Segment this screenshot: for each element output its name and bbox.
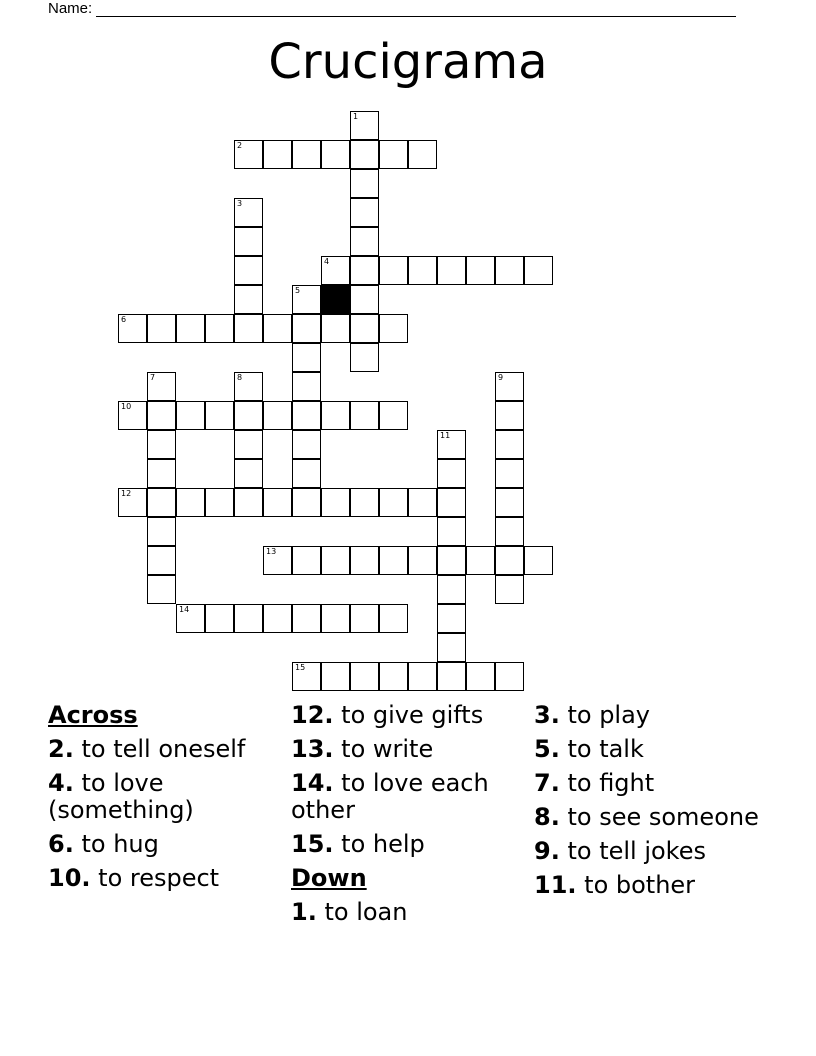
clue-text: to see someone xyxy=(567,803,759,831)
grid-cell[interactable] xyxy=(495,372,524,401)
grid-cell[interactable] xyxy=(321,488,350,517)
clue-across-6 xyxy=(48,831,286,858)
grid-cell[interactable] xyxy=(379,546,408,575)
grid-cell[interactable] xyxy=(495,662,524,691)
grid-cell[interactable] xyxy=(292,372,321,401)
grid-cell[interactable] xyxy=(234,459,263,488)
grid-cell[interactable] xyxy=(263,604,292,633)
clue-text: to give gifts xyxy=(341,701,484,729)
cell-number: 15 xyxy=(295,663,306,672)
grid-cell[interactable] xyxy=(292,285,321,314)
grid-cell[interactable] xyxy=(234,285,263,314)
clue-number: 5. xyxy=(534,735,560,763)
grid-cell[interactable] xyxy=(292,662,321,691)
clue-down-1 xyxy=(291,899,529,926)
grid-cell[interactable] xyxy=(263,140,292,169)
grid-cell[interactable] xyxy=(408,256,437,285)
grid-cell[interactable] xyxy=(292,604,321,633)
clue-number: 15. xyxy=(291,830,334,858)
grid-cell[interactable] xyxy=(234,140,263,169)
grid-cell[interactable] xyxy=(234,256,263,285)
grid-cell[interactable] xyxy=(321,256,350,285)
grid-cell[interactable] xyxy=(350,285,379,314)
grid-cell[interactable] xyxy=(495,430,524,459)
grid-cell[interactable] xyxy=(437,256,466,285)
clue-text: to respect xyxy=(98,864,220,892)
grid-cell[interactable] xyxy=(350,662,379,691)
grid-cell[interactable] xyxy=(321,140,350,169)
clue-text: to play xyxy=(567,701,651,729)
grid-cell[interactable] xyxy=(234,227,263,256)
clue-text: to tell jokes xyxy=(567,837,706,865)
clue-across-12 xyxy=(291,702,529,729)
grid-cell[interactable] xyxy=(176,314,205,343)
clue-across-4 xyxy=(48,770,286,824)
grid-cell[interactable] xyxy=(147,372,176,401)
grid-cell[interactable] xyxy=(408,546,437,575)
grid-cell[interactable] xyxy=(466,546,495,575)
clue-text: to talk xyxy=(567,735,644,763)
cell-number: 11 xyxy=(440,431,451,440)
grid-cell[interactable] xyxy=(292,314,321,343)
grid-cell[interactable] xyxy=(350,546,379,575)
clue-text: to love each other xyxy=(291,769,489,824)
grid-cell[interactable] xyxy=(234,430,263,459)
clue-number: 9. xyxy=(534,837,560,865)
clue-down-3 xyxy=(534,702,772,729)
grid-cell[interactable] xyxy=(263,546,292,575)
grid-cell[interactable] xyxy=(408,140,437,169)
clue-down-5 xyxy=(534,736,772,763)
grid-cell[interactable] xyxy=(408,662,437,691)
grid-cell[interactable] xyxy=(292,140,321,169)
grid-cell[interactable] xyxy=(321,314,350,343)
down-heading: Down xyxy=(291,864,367,892)
grid-cell[interactable] xyxy=(205,604,234,633)
grid-cell[interactable] xyxy=(495,575,524,604)
grid-cell[interactable] xyxy=(321,604,350,633)
grid-cell[interactable] xyxy=(350,227,379,256)
grid-cell[interactable] xyxy=(495,517,524,546)
grid-cell[interactable] xyxy=(234,314,263,343)
grid-cell[interactable] xyxy=(118,488,147,517)
clue-number: 6. xyxy=(48,830,74,858)
grid-cell[interactable] xyxy=(147,314,176,343)
grid-cell[interactable] xyxy=(495,459,524,488)
black-cell xyxy=(321,285,350,314)
grid-cell[interactable] xyxy=(437,488,466,517)
clue-text: to bother xyxy=(584,871,696,899)
clue-column-3 xyxy=(534,702,772,906)
grid-cell[interactable] xyxy=(524,546,553,575)
grid-cell[interactable] xyxy=(379,140,408,169)
grid-cell[interactable] xyxy=(437,662,466,691)
grid-cell[interactable] xyxy=(292,401,321,430)
grid-cell[interactable] xyxy=(263,488,292,517)
grid-cell[interactable] xyxy=(466,662,495,691)
clue-number: 2. xyxy=(48,735,74,763)
cell-number: 10 xyxy=(121,402,132,411)
grid-cell[interactable] xyxy=(437,546,466,575)
clue-number: 12. xyxy=(291,701,334,729)
grid-cell[interactable] xyxy=(292,488,321,517)
grid-cell[interactable] xyxy=(495,546,524,575)
clue-number: 8. xyxy=(534,803,560,831)
grid-cell[interactable] xyxy=(350,140,379,169)
grid-cell[interactable] xyxy=(350,343,379,372)
grid-cell[interactable] xyxy=(176,401,205,430)
grid-cell[interactable] xyxy=(437,575,466,604)
grid-cell[interactable] xyxy=(234,372,263,401)
grid-cell[interactable] xyxy=(147,517,176,546)
clue-number: 1. xyxy=(291,898,317,926)
clue-number: 10. xyxy=(48,864,91,892)
grid-cell[interactable] xyxy=(147,488,176,517)
across-heading: Across xyxy=(48,701,138,729)
grid-cell[interactable] xyxy=(234,198,263,227)
grid-cell[interactable] xyxy=(437,604,466,633)
grid-cell[interactable] xyxy=(495,256,524,285)
grid-cell[interactable] xyxy=(379,488,408,517)
grid-cell[interactable] xyxy=(118,314,147,343)
grid-cell[interactable] xyxy=(495,401,524,430)
grid-cell[interactable] xyxy=(292,343,321,372)
clue-across-15 xyxy=(291,831,529,858)
clue-across-13 xyxy=(291,736,529,763)
clue-number: 14. xyxy=(291,769,334,797)
clue-number: 4. xyxy=(48,769,74,797)
grid-cell[interactable] xyxy=(205,314,234,343)
grid-cell[interactable] xyxy=(437,430,466,459)
clue-number: 3. xyxy=(534,701,560,729)
cell-number: 9 xyxy=(498,373,504,382)
clue-text: to love (something) xyxy=(48,769,194,824)
grid-cell[interactable] xyxy=(234,488,263,517)
clue-text: to help xyxy=(341,830,425,858)
clue-across-2 xyxy=(48,736,286,763)
grid-cell[interactable] xyxy=(147,430,176,459)
grid-cell[interactable] xyxy=(524,256,553,285)
grid-cell[interactable] xyxy=(350,111,379,140)
grid-cell[interactable] xyxy=(147,401,176,430)
grid-cell[interactable] xyxy=(205,488,234,517)
clue-text: to tell oneself xyxy=(81,735,246,763)
grid-cell[interactable] xyxy=(379,314,408,343)
clue-number: 11. xyxy=(534,871,577,899)
cell-number: 1 xyxy=(353,112,359,121)
clue-text: to loan xyxy=(324,898,408,926)
clue-number: 13. xyxy=(291,735,334,763)
grid-cell[interactable] xyxy=(437,633,466,662)
clue-down-8 xyxy=(534,804,772,831)
grid-cell[interactable] xyxy=(379,604,408,633)
grid-cell[interactable] xyxy=(321,662,350,691)
grid-cell[interactable] xyxy=(176,488,205,517)
clue-text: to hug xyxy=(81,830,159,858)
cell-number: 4 xyxy=(324,257,330,266)
grid-cell[interactable] xyxy=(379,256,408,285)
grid-cell[interactable] xyxy=(437,517,466,546)
clue-column-2 xyxy=(291,702,529,933)
cell-number: 8 xyxy=(237,373,243,382)
grid-cell[interactable] xyxy=(350,169,379,198)
grid-cell[interactable] xyxy=(234,401,263,430)
grid-cell[interactable] xyxy=(350,604,379,633)
name-label: Name: xyxy=(48,0,93,17)
cell-number: 7 xyxy=(150,373,156,382)
grid-cell[interactable] xyxy=(234,604,263,633)
grid-cell[interactable] xyxy=(379,401,408,430)
grid-cell[interactable] xyxy=(437,459,466,488)
grid-cell[interactable] xyxy=(350,256,379,285)
grid-cell[interactable] xyxy=(350,401,379,430)
cell-number: 5 xyxy=(295,286,301,295)
cell-number: 12 xyxy=(121,489,132,498)
grid-cell[interactable] xyxy=(408,488,437,517)
grid-cell[interactable] xyxy=(495,488,524,517)
clue-down-9 xyxy=(534,838,772,865)
page-title: Crucigrama xyxy=(268,34,548,90)
grid-cell[interactable] xyxy=(292,430,321,459)
clue-text: to write xyxy=(341,735,434,763)
cell-number: 6 xyxy=(121,315,127,324)
grid-cell[interactable] xyxy=(292,546,321,575)
cell-number: 3 xyxy=(237,199,243,208)
grid-cell[interactable] xyxy=(147,459,176,488)
grid-cell[interactable] xyxy=(205,401,234,430)
grid-cell[interactable] xyxy=(321,401,350,430)
clue-across-14 xyxy=(291,770,529,824)
clue-down-11 xyxy=(534,872,772,899)
grid-cell[interactable] xyxy=(321,546,350,575)
grid-cell[interactable] xyxy=(118,401,147,430)
grid-cell[interactable] xyxy=(466,256,495,285)
grid-cell[interactable] xyxy=(350,198,379,227)
grid-cell[interactable] xyxy=(292,459,321,488)
clue-across-10 xyxy=(48,865,286,892)
cell-number: 14 xyxy=(179,605,190,614)
clue-text: to fight xyxy=(567,769,655,797)
grid-cell[interactable] xyxy=(350,314,379,343)
clue-down-7 xyxy=(534,770,772,797)
grid-cell[interactable] xyxy=(350,488,379,517)
grid-cell[interactable] xyxy=(379,662,408,691)
cell-number: 13 xyxy=(266,547,277,556)
clue-column-1 xyxy=(48,702,286,899)
cell-number: 2 xyxy=(237,141,243,150)
grid-cell[interactable] xyxy=(147,546,176,575)
grid-cell[interactable] xyxy=(147,575,176,604)
grid-cell[interactable] xyxy=(263,401,292,430)
clue-number: 7. xyxy=(534,769,560,797)
grid-cell[interactable] xyxy=(263,314,292,343)
grid-cell[interactable] xyxy=(176,604,205,633)
